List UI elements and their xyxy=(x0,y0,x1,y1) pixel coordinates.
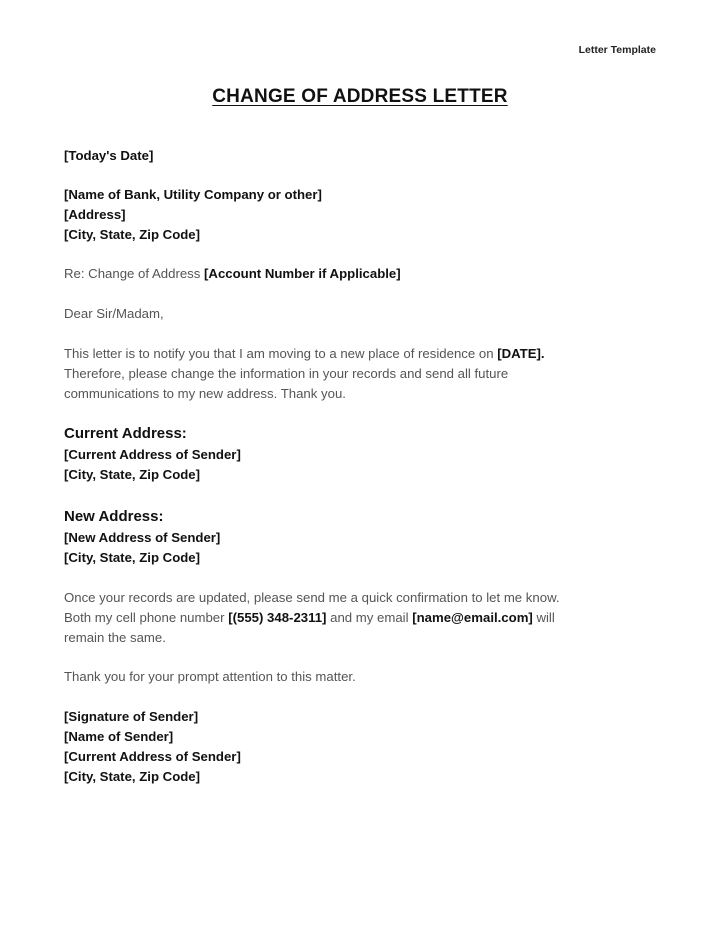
move-date-placeholder: [DATE]. xyxy=(497,346,545,361)
paragraph-confirmation-line2c: will xyxy=(532,610,555,625)
re-line-account: [Account Number if Applicable] xyxy=(204,266,401,281)
current-address-heading: Current Address: xyxy=(64,425,187,442)
closing-line: Thank you for your prompt attention to this matter. xyxy=(64,669,356,684)
paragraph-notify xyxy=(64,344,674,404)
new-address-line2: [City, State, Zip Code] xyxy=(64,550,201,565)
current-address-line2: [City, State, Zip Code] xyxy=(64,467,201,482)
closing-block xyxy=(64,667,674,687)
paragraph-confirmation-line1: Once your records are updated, please send me a quick confirmation to let me know. xyxy=(64,590,560,605)
email-placeholder: [name@email.com] xyxy=(412,610,533,625)
paragraph-confirmation-line3: remain the same. xyxy=(64,630,166,645)
current-address-block xyxy=(64,423,674,485)
paragraph-confirmation-line2b: and my email xyxy=(326,610,413,625)
recipient-city-state-zip: [City, State, Zip Code] xyxy=(64,227,201,242)
new-address-line1: [New Address of Sender] xyxy=(64,530,221,545)
recipient-address: [Address] xyxy=(64,207,126,222)
sender-name: [Name of Sender] xyxy=(64,729,174,744)
new-address-block xyxy=(64,506,674,568)
paragraph-notify-line1: This letter is to notify you that I am moving to a new place of residence on xyxy=(64,346,498,361)
phone-placeholder: [(555) 348-2311] xyxy=(228,610,327,625)
new-address-heading: New Address: xyxy=(64,508,164,525)
paragraph-notify-line3: communications to my new address. Thank you. xyxy=(64,386,346,401)
sender-city-state-zip: [City, State, Zip Code] xyxy=(64,769,201,784)
current-address-line1: [Current Address of Sender] xyxy=(64,447,241,462)
date-block xyxy=(64,146,674,166)
date-placeholder: [Today's Date] xyxy=(64,148,154,163)
re-line xyxy=(64,264,674,284)
salutation-block xyxy=(64,304,674,324)
paragraph-confirmation xyxy=(64,588,674,648)
paragraph-notify-line2: Therefore, please change the information in your records and send all future xyxy=(64,366,509,381)
page-title: CHANGE OF ADDRESS LETTER xyxy=(212,86,508,107)
paragraph-confirmation-line2a: Both my cell phone number xyxy=(64,610,229,625)
recipient-block xyxy=(64,185,674,245)
sender-current-address: [Current Address of Sender] xyxy=(64,749,241,764)
template-label: Letter Template xyxy=(578,44,656,56)
recipient-name: [Name of Bank, Utility Company or other] xyxy=(64,187,322,202)
signature-line: [Signature of Sender] xyxy=(64,709,199,724)
salutation: Dear Sir/Madam, xyxy=(64,306,164,321)
signature-block xyxy=(64,707,674,787)
re-line-prefix: Re: Change of Address xyxy=(64,266,205,281)
